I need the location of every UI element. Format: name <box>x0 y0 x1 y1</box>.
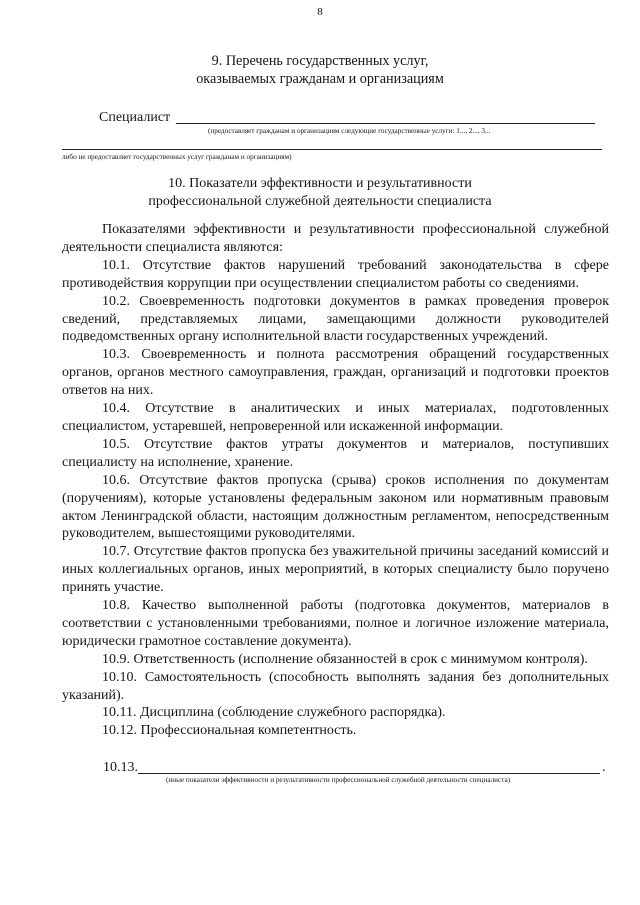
item-10-8: 10.8. Качество выполненной работы (подготовка документов, материалов в соответствии с установленными требованиями, полное и логичное изложение материала, юридически грамотное составление документа). <box>62 598 609 649</box>
specialist-note-1: (предоставляет гражданам и организациям следующие государственные услуги: 1..., 2..., 3... <box>208 127 491 135</box>
section-9-heading <box>0 52 640 88</box>
item-10-13-label: 10.13. <box>103 760 138 775</box>
item-10-13-end: . <box>602 760 606 775</box>
section-10-heading <box>0 175 640 211</box>
item-10-4: 10.4. Отсутствие в аналитических и иных материалах, подготовленных специалистом, устаревшей, непроверенной или искаженной информации. <box>62 401 609 434</box>
item-10-7: 10.7. Отсутствие фактов пропуска без уважительной причины заседаний комиссий и иных коллегиальных органов, иных мероприятий, в которых специалисту было поручено принять участие. <box>62 544 609 596</box>
specialist-label: Специалист <box>99 110 171 125</box>
item-10-1: 10.1. Отсутствие фактов нарушений требований законодательства в сфере противодействия коррупции при осуществлении специалистом работы со сведениями. <box>62 257 609 291</box>
section-9-line-2: оказываемых гражданам и организациям <box>196 71 444 87</box>
page-number: 8 <box>317 6 323 18</box>
section-10-line-1: 10. Показатели эффективности и результативности <box>168 176 472 191</box>
section-9-line-1: 9. Перечень государственных услуг, <box>211 53 429 69</box>
item-10-13-note: (иные показатели эффективности и результативности профессиональной служебной деятельности специалиста) <box>166 776 511 784</box>
item-10-13-fill-line <box>138 773 600 774</box>
specialist-note-2: либо не предоставляет государственных услуг гражданам и организациям) <box>62 153 292 161</box>
item-10-2: 10.2. Своевременность подготовки документов в рамках проведения проверок сведений, представляемых лицами, замещающими должности руководителей подведомственных органу исполнительной власти государственных учреждений. <box>62 293 609 345</box>
specialist-row <box>99 110 599 126</box>
item-10-11: 10.11. Дисциплина (соблюдение служебного распорядка). <box>102 705 446 721</box>
item-10-12: 10.12. Профессиональная компетентность. <box>102 723 357 739</box>
item-10-10: 10.10. Самостоятельность (способность выполнять задания без дополнительных указаний). <box>62 669 609 703</box>
section-10-line-2: профессиональной служебной деятельности специалиста <box>148 194 492 209</box>
item-10-5: 10.5. Отсутствие фактов утраты документов и материалов, поступивших специалисту на исполнение, хранение. <box>62 436 609 470</box>
intro-paragraph: Показателями эффективности и результативности профессиональной служебной деятельности специалиста являются: <box>62 222 609 255</box>
section-10-body <box>62 221 609 740</box>
specialist-fill-line-2 <box>62 149 602 150</box>
item-10-3: 10.3. Своевременность и полнота рассмотрения обращений государственных органов, органов местного самоуправления, граждан, организаций и подготовки проектов ответов на них. <box>62 347 609 399</box>
item-10-6: 10.6. Отсутствие фактов пропуска (срыва) сроков исполнения по документам (поручениям), которые установлены федеральным законом или нормативным правовым актом Ленинградской области, настоящим должностным регламентом, непосредственным руководителем, вышестоящими руководителями. <box>62 472 609 542</box>
item-10-13-row <box>103 760 613 776</box>
specialist-line-tail: - <box>592 143 596 155</box>
item-10-9: 10.9. Ответственность (исполнение обязанностей в срок с минимумом контроля). <box>102 651 588 667</box>
specialist-fill-line <box>176 123 595 124</box>
